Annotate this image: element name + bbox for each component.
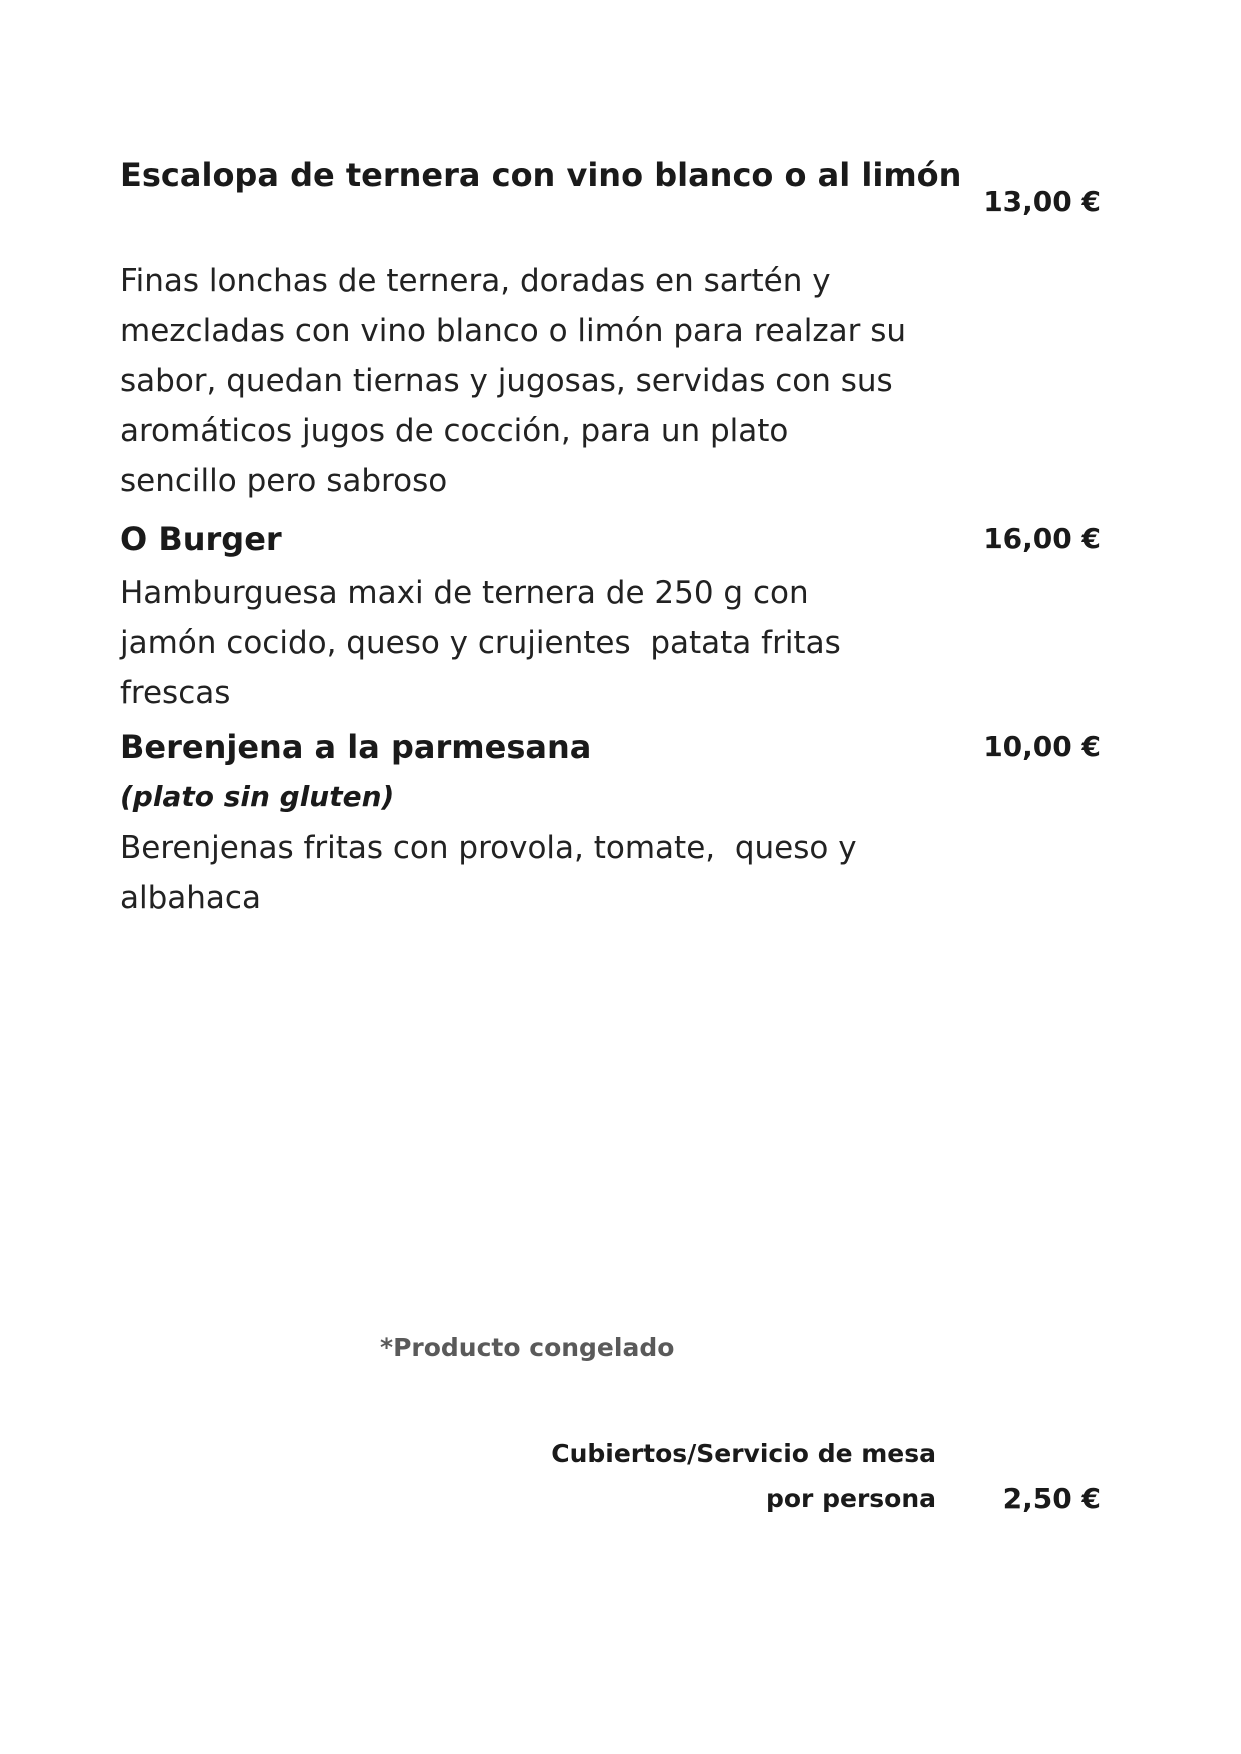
dish-title: O Burger xyxy=(120,520,282,558)
description-line: frescas xyxy=(120,675,231,711)
dish-price: 10,00 € xyxy=(983,730,1101,763)
service-label-line1: Cubiertos/Servicio de mesa xyxy=(551,1439,936,1468)
description-line: sabor, quedan tiernas y jugosas, servidas con sus xyxy=(120,363,893,399)
description-line: albahaca xyxy=(120,880,261,916)
frozen-product-footnote: *Producto congelado xyxy=(380,1333,675,1362)
dish-price: 16,00 € xyxy=(983,522,1101,555)
service-price: 2,50 € xyxy=(1002,1482,1101,1515)
dish-title: Escalopa de ternera con vino blanco o al limón xyxy=(120,156,962,194)
description-line: Berenjenas fritas con provola, tomate, queso y xyxy=(120,830,857,866)
description-line: aromáticos jugos de cocción, para un plato xyxy=(120,413,789,449)
dish-description xyxy=(120,568,950,718)
dish-description xyxy=(120,256,950,506)
description-line: Hamburguesa maxi de ternera de 250 g con xyxy=(120,575,809,611)
description-line: mezcladas con vino blanco o limón para realzar su xyxy=(120,313,907,349)
dish-title: Berenjena a la parmesana xyxy=(120,728,592,766)
description-line: sencillo pero sabroso xyxy=(120,463,448,499)
dish-price: 13,00 € xyxy=(983,185,1101,218)
service-label-line2: por persona xyxy=(765,1484,936,1513)
description-line: Finas lonchas de ternera, doradas en sartén y xyxy=(120,263,831,299)
dish-note: (plato sin gluten) xyxy=(120,780,395,813)
dish-description xyxy=(120,823,950,923)
description-line: jamón cocido, queso y crujientes patata fritas xyxy=(120,625,841,661)
